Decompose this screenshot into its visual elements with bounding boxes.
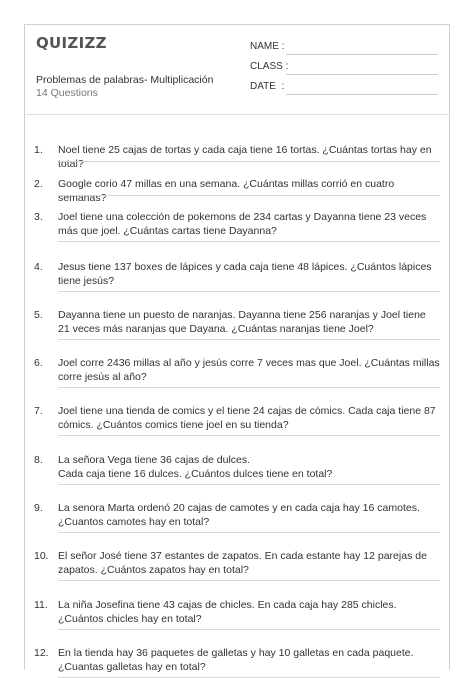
answer-line[interactable] — [58, 195, 440, 196]
date-label: DATE : — [250, 81, 285, 92]
question-number: 5. — [34, 309, 43, 321]
name-field[interactable] — [250, 41, 438, 55]
question-number: 11. — [34, 599, 48, 611]
answer-line[interactable] — [58, 532, 440, 533]
question-number: 3. — [34, 211, 43, 223]
answer-line[interactable] — [58, 161, 440, 162]
question-text: Joel tiene una colección de pokemons de 234 cartas y Dayanna tiene 23 veces más que joel. ¿Cuántas cartas tiene Dayanna? — [58, 211, 427, 237]
question-text: El señor José tiene 37 estantes de zapatos. En cada estante hay 12 parejas de zapatos. ¿Cuántos zapatos hay en total? — [58, 550, 427, 576]
class-label: CLASS : — [250, 61, 289, 72]
header-divider — [24, 114, 450, 115]
question-number: 6. — [34, 357, 43, 369]
question-text: En la tienda hay 36 paquetes de galletas y hay 10 galletas en cada paquete. ¿Cuantas galletas hay en total? — [58, 647, 414, 673]
question-text: Joel tiene una tienda de comics y el tiene 24 cajas de cómics. Cada caja tiene 87 cómics. ¿Cuántos comics tiene joel en su tienda? — [58, 405, 436, 431]
question-count: 14 Questions — [36, 87, 98, 99]
question-number: 10. — [34, 550, 49, 562]
question-text: La senora Marta ordenó 20 cajas de camotes y en cada caja hay 16 camotes. ¿Cuantos camotes hay en total? — [58, 502, 420, 528]
date-line — [286, 94, 438, 95]
name-label: NAME : — [250, 41, 285, 52]
question-text: La señora Vega tiene 36 cajas de dulces. Cada caja tiene 16 dulces. ¿Cuántos dulces tiene en total? — [58, 454, 333, 480]
question-number: 9. — [34, 502, 43, 514]
worksheet-title: Problemas de palabras- Multiplicación — [36, 74, 214, 86]
question-text: Joel corre 2436 millas al año y jesús corre 7 veces mas que Joel. ¿Cuántas millas corre jesús al año? — [58, 357, 440, 383]
question-number: 12. — [34, 647, 49, 659]
question-text: La niña Josefina tiene 43 cajas de chicles. En cada caja hay 285 chicles. ¿Cuántos chicles hay en total? — [58, 599, 397, 625]
answer-line[interactable] — [58, 387, 440, 388]
question-text: Jesus tiene 137 boxes de lápices y cada caja tiene 48 lápices. ¿Cuántos lápices tiene jesús? — [58, 261, 432, 287]
question-text: Noel tiene 25 cajas de tortas y cada caja tiene 16 tortas. ¿Cuántas tortas hay en total? — [58, 144, 432, 170]
question-number: 2. — [34, 178, 43, 190]
question-text: Dayanna tiene un puesto de naranjas. Dayanna tiene 256 naranjas y Joel tiene 21 veces más naranjas que Dayana. ¿Cuántas naranjas tiene Joel? — [58, 309, 426, 335]
class-field[interactable] — [250, 61, 438, 75]
answer-line[interactable] — [58, 241, 440, 242]
class-line — [286, 74, 438, 75]
answer-line[interactable] — [58, 435, 440, 436]
quizizz-logo: QUIZIZZ — [36, 34, 107, 52]
question-number: 7. — [34, 405, 43, 417]
answer-line[interactable] — [58, 339, 440, 340]
question-number: 8. — [34, 454, 43, 466]
question-text: Google corio 47 millas en una semana. ¿Cuántas millas corrió en cuatro semanas? — [58, 178, 395, 204]
name-line — [286, 54, 438, 55]
question-number: 4. — [34, 261, 43, 273]
answer-line[interactable] — [58, 484, 440, 485]
date-field[interactable] — [250, 81, 438, 95]
question-number: 1. — [34, 144, 43, 156]
answer-line[interactable] — [58, 291, 440, 292]
answer-line[interactable] — [58, 580, 440, 581]
answer-line[interactable] — [58, 629, 440, 630]
